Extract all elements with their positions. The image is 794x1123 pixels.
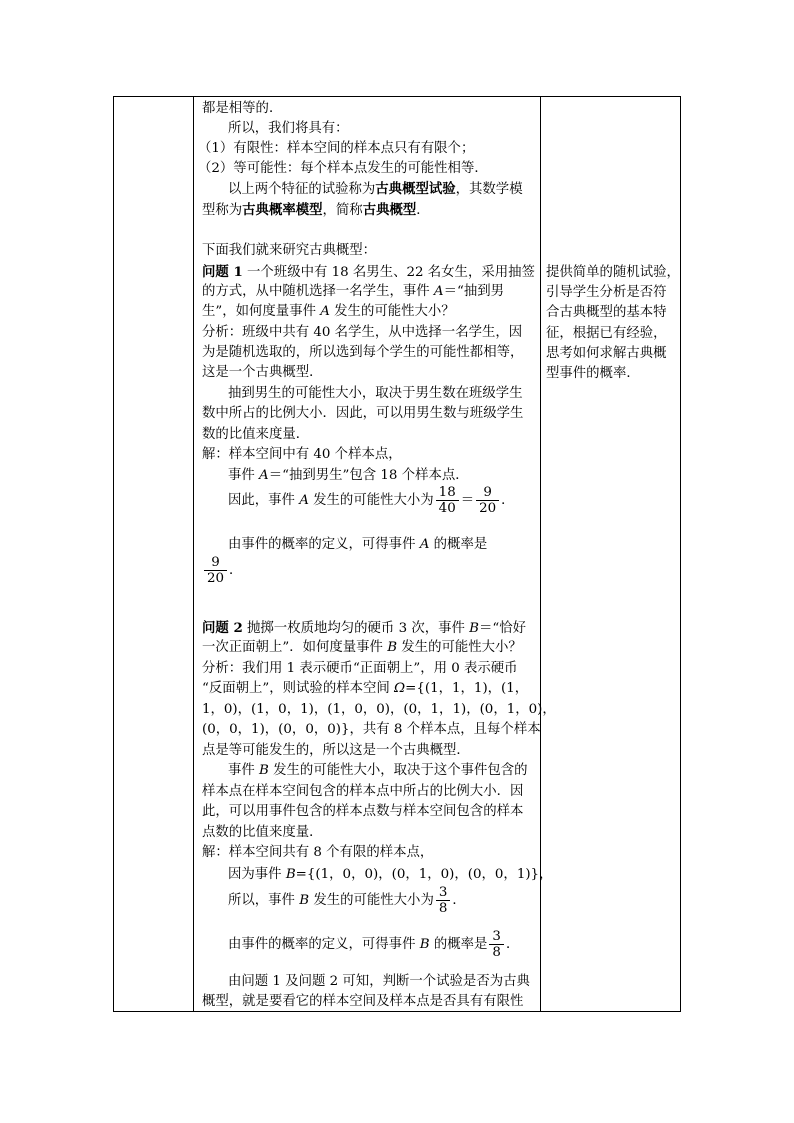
note-line: 型事件的概率．	[546, 366, 640, 381]
text-line: （2）等可能性：每个样本点发生的可能性相等．	[198, 161, 488, 176]
lesson-table	[113, 96, 681, 1012]
note-line: 思考如何求解古典概	[546, 346, 667, 361]
solution-line: 由事件的概率的定义，可得事件 A 的概率是	[228, 537, 488, 552]
solution-formula-line: $\frac{9}{20}$ ．	[202, 555, 242, 586]
analysis-line: (0，0，1)，(0，0，0)}，共有 8 个样本点，且每个样本	[202, 722, 541, 737]
solution-line: 因为事件 B={(1，0，0)，(0，1，0)，(0，0，1)}，	[228, 867, 553, 882]
problem-1-line: 生”，如何度量事件 A 发生的可能性大小？	[202, 304, 455, 319]
analysis-line: 事件 B 发生的可能性大小，取决于这个事件包含的	[228, 763, 528, 778]
problem-2-line: 一次正面朝上”．如何度量事件 B 发生的可能性大小？	[202, 640, 522, 655]
term-classical-probability-model: 古典概率模型	[242, 202, 323, 218]
fraction-9-20-result: $\frac{9}{20}$	[204, 555, 227, 586]
analysis-line: 1，0)，(1，0，1)，(1，0，0)，(0，1，1)，(0，1，0)，	[202, 702, 556, 717]
column-divider-left	[193, 97, 194, 1011]
analysis-line: 数的比值来度量．	[202, 427, 310, 442]
text-line: 所以，我们将具有：	[228, 121, 349, 136]
analysis-line: 数中所占的比例大小．因此，可以用男生数与班级学生	[202, 406, 524, 421]
problem-2-line: 问题 2 抛掷一枚质地均匀的硬币 3 次，事件 B＝“恰好	[202, 620, 527, 636]
solution-line: 解：样本空间中有 40 个样本点，	[202, 447, 402, 462]
note-line: 引导学生分析是否符	[546, 285, 667, 300]
analysis-line: 点是等可能发生的，所以这是一个古典概型．	[202, 743, 470, 758]
text-line: 下面我们就来研究古典概型：	[202, 243, 377, 258]
analysis-line: 点数的比值来度量．	[202, 825, 323, 840]
fraction-3-8: $\frac{3}{8}$	[436, 885, 451, 916]
analysis-line: 为是随机选取的，所以选到每个学生的可能性都相等，	[202, 345, 524, 360]
conclusion-line: 概型，就是要看它的样本空间及样本点是否具有有限性	[202, 994, 524, 1009]
problem-1-line: 问题 1 一个班级中有 18 名男生、22 名女生，采用抽签	[202, 264, 535, 280]
text-line: （1）有限性：样本空间的样本点只有有限个；	[198, 141, 475, 156]
analysis-line: 抽到男生的可能性大小，取决于男生数在班级学生	[228, 386, 523, 401]
text-line: 都是相等的．	[202, 101, 283, 116]
conclusion-line: 由问题 1 及问题 2 可知，判断一个试验是否为古典	[228, 974, 530, 989]
fraction-9-20: $\frac{9}{20}$	[476, 485, 499, 516]
note-line: 合古典概型的基本特	[546, 305, 667, 320]
analysis-line: 这是一个古典概型．	[202, 365, 323, 380]
analysis-line: 样本点在样本空间包含的样本点中所占的比例大小．因	[202, 784, 524, 799]
fraction-18-40: $\frac{18}{40}$	[436, 485, 459, 516]
analysis-line: 此，可以用事件包含的样本点数与样本空间包含的样本	[202, 804, 524, 819]
term-classical-model: 古典概型	[362, 202, 417, 218]
solution-line: 解：样本空间共有 8 个有限的样本点，	[202, 845, 434, 860]
analysis-line: “反面朝上”，则试验的样本空间 Ω={(1，1，1)，(1，	[202, 681, 529, 696]
term-classical-trial: 古典概型试验	[375, 181, 456, 197]
problem-1-label: 问题 1	[202, 264, 243, 280]
analysis-line: 分析：班级中共有 40 名学生，从中选择一名学生，因	[202, 325, 523, 340]
definition-line: 以上两个特征的试验称为古典概型试验，其数学模	[228, 181, 523, 197]
note-line: 提供简单的随机试验，	[546, 265, 680, 280]
solution-formula-line: 因此，事件 A 发生的可能性大小为 $\frac{18}{40}$ ＝ $\frac{9}{20}$ ．	[228, 485, 515, 516]
fraction-3-8-result: $\frac{3}{8}$	[489, 929, 504, 960]
solution-formula-line: 所以，事件 B 发生的可能性大小为 $\frac{3}{8}$ ．	[228, 885, 466, 916]
note-line: 征，根据已有经验，	[546, 326, 667, 341]
definition-line: 型称为古典概率模型，简称古典概型．	[202, 202, 430, 218]
solution-formula-line: 由事件的概率的定义，可得事件 B 的概率是 $\frac{3}{8}$ ．	[228, 929, 520, 960]
problem-2-label: 问题 2	[202, 620, 243, 636]
analysis-line: 分析：我们用 1 表示硬币“正面朝上”，用 0 表示硬币	[202, 661, 518, 676]
problem-1-line: 的方式，从中随机选择一名学生，事件 A＝“抽到男	[202, 284, 504, 299]
solution-line: 事件 A＝“抽到男生”包含 18 个样本点．	[228, 468, 469, 483]
